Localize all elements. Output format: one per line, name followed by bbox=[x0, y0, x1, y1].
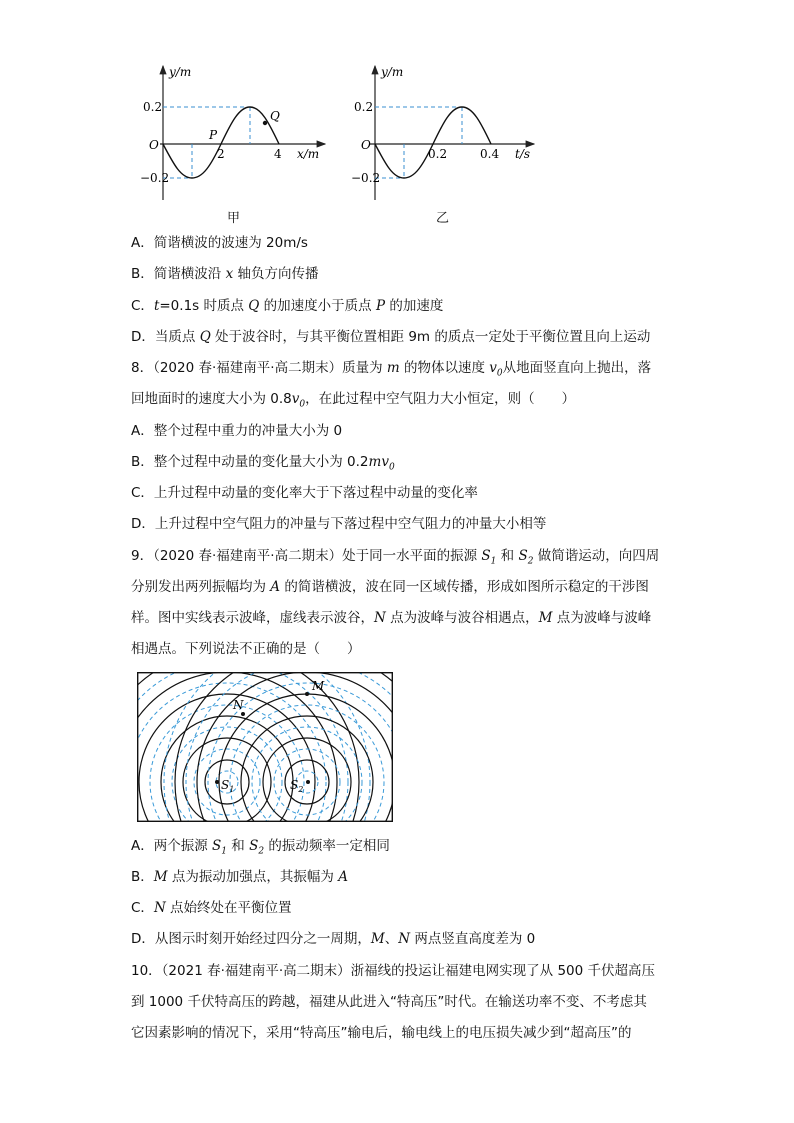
point-q-label: Q bbox=[270, 109, 280, 123]
tick-x-2: 2 bbox=[217, 147, 225, 161]
q7-option-b: B．简谐横波沿 x 轴负方向传播 bbox=[131, 266, 319, 282]
point-n-label: N bbox=[233, 698, 244, 712]
caption-yi: 乙 bbox=[436, 211, 450, 226]
wave-curve bbox=[163, 107, 279, 178]
point-m-label: M bbox=[312, 679, 325, 693]
origin-label: O bbox=[149, 138, 159, 152]
graph-jia bbox=[140, 60, 330, 205]
vibration-curve bbox=[375, 107, 491, 178]
q9-option-c: C．N 点始终处在平衡位置 bbox=[131, 900, 292, 916]
q10-stem-line2: 到 1000 千伏特高压的跨越，福建从此进入“特高压”时代。在输送功率不变、不考虑其 bbox=[131, 994, 647, 1010]
graph-yi bbox=[352, 60, 537, 205]
interference-figure bbox=[137, 672, 393, 822]
q7-option-d: D．当质点 Q 处于波谷时，与其平衡位置相距 9m 的质点一定处于平衡位置且向上运动 bbox=[131, 329, 651, 345]
q9-stem-line1: 9．（2020 春·福建南平·高二期末）处于同一水平面的振源 $S_1$ 和 $S_2$ 做简谐运动，向四周 bbox=[131, 548, 660, 567]
source-s2-dot bbox=[306, 780, 310, 784]
q8-option-a: A．整个过程中重力的冲量大小为 0 bbox=[131, 423, 343, 439]
axis-t-label: t/s bbox=[515, 147, 531, 161]
q8-option-d: D．上升过程中空气阻力的冲量与下落过程中空气阻力的冲量大小相等 bbox=[131, 516, 547, 532]
q9-option-a: A．两个振源 $S_1$ 和 $S_2$ 的振动频率一定相同 bbox=[131, 838, 390, 857]
tick-x-4: 4 bbox=[274, 147, 282, 161]
q8-option-b: B．整个过程中动量的变化量大小为 $0.2mv_0$ bbox=[131, 454, 395, 473]
q9-stem-line2: 分别发出两列振幅均为 A 的简谐横波，波在同一区域传播，形成如图所示稳定的干涉图 bbox=[131, 579, 649, 595]
q8-stem-line2: 回地面时的速度大小为 $0.8v_0$，在此过程中空气阻力大小恒定，则（ ） bbox=[131, 391, 576, 410]
tick-t-02: 0.2 bbox=[428, 147, 448, 161]
source-s1-label: $S_1$ bbox=[221, 778, 235, 794]
q9-option-d: D．从图示时刻开始经过四分之一周期，M、N 两点竖直高度差为 0 bbox=[131, 931, 536, 947]
axis-y-label: y/m bbox=[169, 65, 192, 79]
q9-stem-line3: 样。图中实线表示波峰，虚线表示波谷，N 点为波峰与波谷相遇点，M 点为波峰与波峰 bbox=[131, 610, 652, 626]
point-p-label: P bbox=[209, 128, 218, 142]
q8-option-c: C．上升过程中动量的变化率大于下落过程中动量的变化率 bbox=[131, 485, 478, 501]
axis-y-label: y/m bbox=[381, 65, 404, 79]
q9-option-b: B．M 点为振动加强点，其振幅为 A bbox=[131, 869, 348, 885]
source-s2-label: $S_2$ bbox=[290, 778, 304, 794]
q7-option-a: A．简谐横波的波速为 20m/s bbox=[131, 235, 308, 251]
q10-stem-line3: 它因素影响的情况下，采用“特高压”输电后，输电线上的电压损失减少到“超高压”的 bbox=[131, 1025, 632, 1041]
point-n-dot bbox=[241, 712, 245, 716]
tick-t-04: 0.4 bbox=[480, 147, 500, 161]
caption-jia: 甲 bbox=[227, 211, 241, 226]
tick-y-neg: −0.2 bbox=[140, 171, 170, 185]
q8-stem-line1: 8．（2020 春·福建南平·高二期末）质量为 m 的物体以速度 $v_0$从地面竖直向上抛出，落 bbox=[131, 360, 652, 379]
origin-label: O bbox=[361, 138, 371, 152]
source-s1-dot bbox=[215, 780, 219, 784]
tick-y-pos: 0.2 bbox=[143, 100, 163, 114]
q10-stem-line1: 10．（2021 春·福建南平·高二期末）浙福线的投运让福建电网实现了从 500 千伏超高压 bbox=[131, 963, 656, 979]
tick-y-neg: −0.2 bbox=[351, 171, 381, 185]
axis-x-label: x/m bbox=[297, 147, 320, 161]
point-q-dot bbox=[263, 121, 267, 125]
tick-y-pos: 0.2 bbox=[354, 100, 374, 114]
point-m-dot bbox=[305, 692, 309, 696]
q7-option-c: C．t=0.1s 时质点 Q 的加速度小于质点 P 的加速度 bbox=[131, 298, 444, 314]
q9-stem-line4: 相遇点。下列说法不正确的是（ ） bbox=[131, 641, 361, 657]
